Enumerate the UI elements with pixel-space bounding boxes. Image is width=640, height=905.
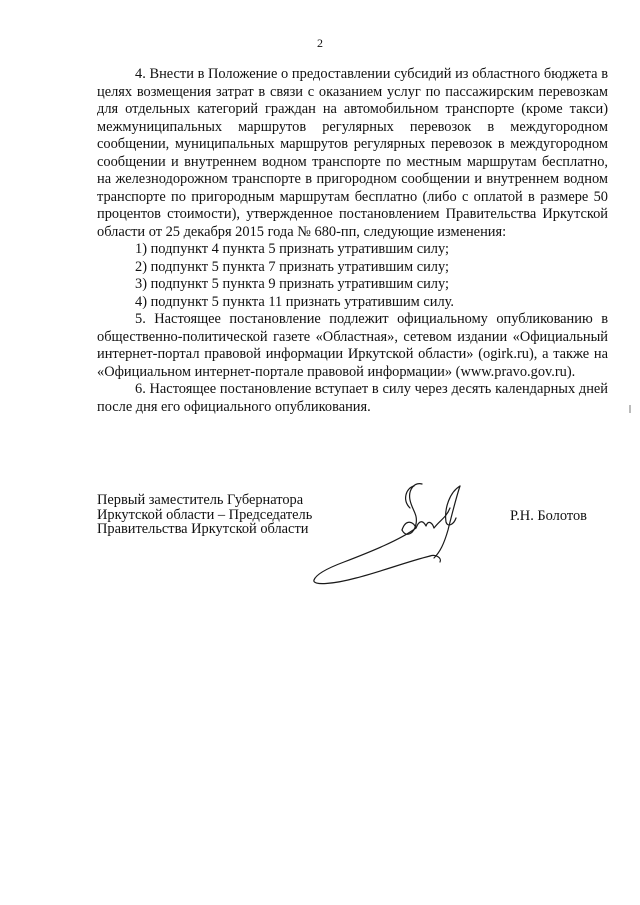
signatory-title-line: Первый заместитель Губернатора	[97, 492, 304, 508]
handwritten-signature	[310, 478, 470, 588]
paragraph-5: 5. Настоящее постановление подлежит официальному опубликованию в общественно-политической газете «Областная», сетевом издании «Официальный интернет-портал правовой информации Иркутской области» (ogirk.ru), а также на «Официальном интернет-портале правовой информации» (www.pravo.gov.ru).	[97, 311, 608, 380]
scan-edge-mark	[629, 405, 631, 413]
signatory-name: Р.Н. Болотов	[510, 508, 587, 524]
list-item: 4) подпункт 5 пункта 11 признать утратившим силу.	[135, 293, 454, 310]
document-body	[97, 66, 608, 416]
list-item: 3) подпункт 5 пункта 9 признать утратившим силу;	[135, 276, 449, 292]
list-item: 1) подпункт 4 пункта 5 признать утратившим силу;	[135, 241, 449, 257]
signatory-title	[97, 493, 312, 537]
paragraph-6: 6. Настоящее постановление вступает в силу через десять календарных дней после дня его официального опубликования.	[97, 381, 608, 415]
signatory-title-line: Правительства Иркутской области	[97, 521, 309, 537]
signatory-title-line: Иркутской области – Председатель	[97, 506, 313, 523]
page-number: 2	[317, 36, 323, 50]
list-item: 2) подпункт 5 пункта 7 признать утратившим силу;	[135, 258, 449, 275]
paragraph-4: 4. Внести в Положение о предоставлении субсидий из областного бюджета в целях возмещения затрат в связи с оказанием услуг по пассажирским перевозкам для отдельных категорий граждан на автомобильном транспорте (кроме такси) межмуниципальных маршрутов регулярных перевозок в междугородном сообщении, муниципальных маршрутов регулярных перевозок в междугородном сообщении и внутреннем водном транспорте по местным маршрутам бесплатно, на железнодорожном транспорте в пригородном сообщении и внутреннем водном транспорте по пригородным маршрутам бесплатно (либо с оплатой в размере 50 процентов стоимости), утвержденное постановлением Правительства Иркутской области от 25 декабря 2015 года № 680-пп, следующие изменения:	[97, 66, 608, 240]
